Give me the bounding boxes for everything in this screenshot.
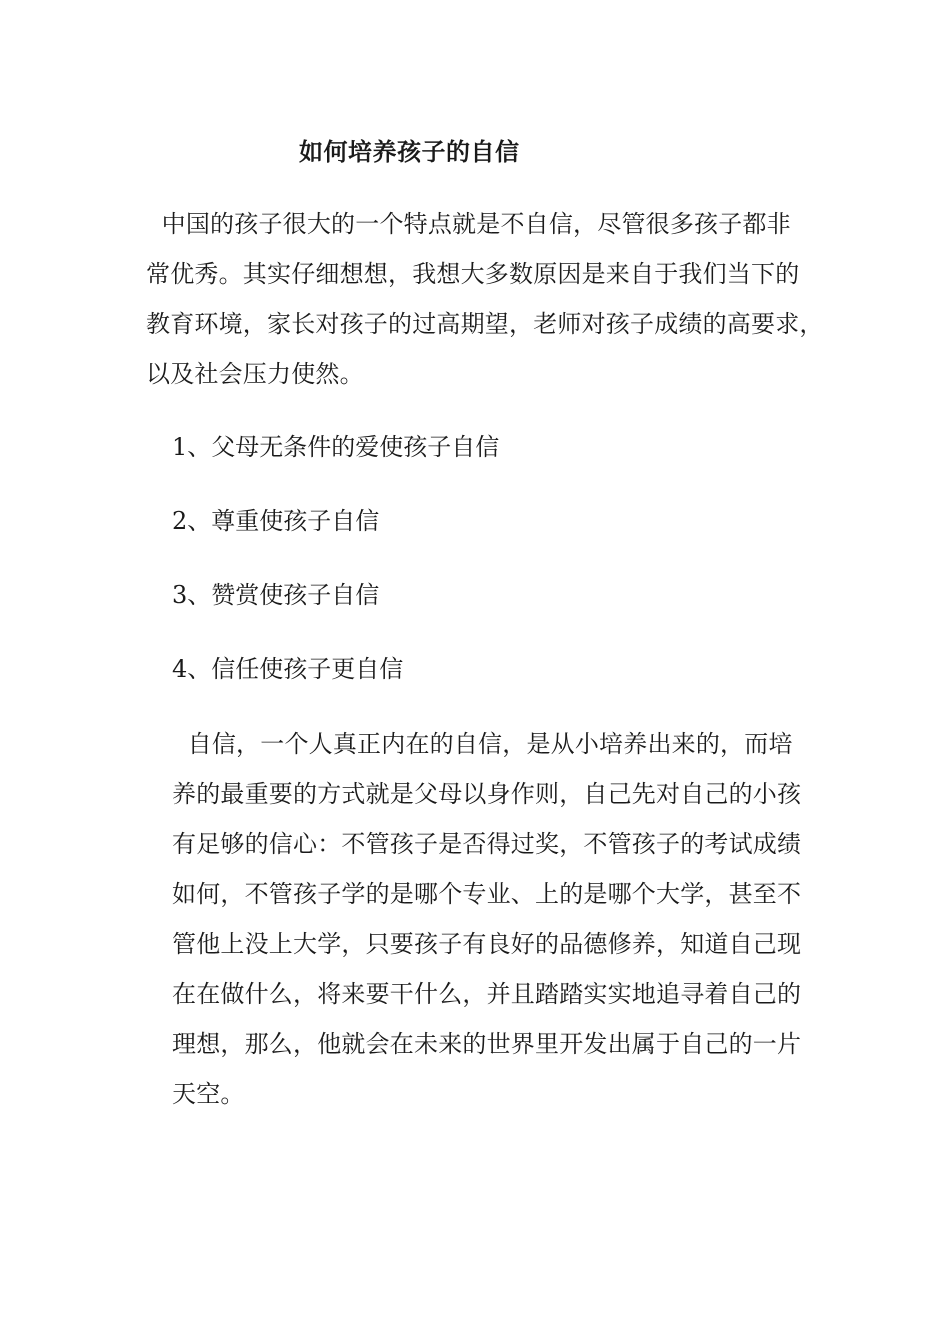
body-line: 如何，不管孩子学的是哪个专业、上的是哪个大学，甚至不 <box>172 880 802 908</box>
body-line: 养的最重要的方式就是父母以身作则，自己先对自己的小孩 <box>172 780 802 808</box>
document-title: 如何培养孩子的自信 <box>299 137 520 166</box>
list-item-3: 3、赞赏使孩子自信 <box>172 581 380 609</box>
intro-line: 常优秀。其实仔细想想，我想大多数原因是来自于我们当下的 <box>146 260 800 288</box>
list-item-2: 2、尊重使孩子自信 <box>172 507 380 535</box>
body-line: 有足够的信心：不管孩子是否得过奖，不管孩子的考试成绩 <box>172 830 802 858</box>
body-line: 理想，那么，他就会在未来的世界里开发出属于自己的一片 <box>172 1030 802 1058</box>
intro-paragraph <box>146 199 824 399</box>
body-line: 天空。 <box>172 1080 245 1108</box>
body-line: 在在做什么，将来要干什么，并且踏踏实实地追寻着自己的 <box>172 980 802 1008</box>
list-item-4: 4、信任使孩子更自信 <box>172 655 404 683</box>
intro-line: 教育环境，家长对孩子的过高期望，老师对孩子成绩的高要求， <box>146 310 824 338</box>
body-paragraph <box>172 719 801 1119</box>
body-line: 自信，一个人真正内在的自信，是从小培养出来的，而培 <box>172 730 793 758</box>
list-item-1: 1、父母无条件的爱使孩子自信 <box>172 433 500 461</box>
body-line: 管他上没上大学，只要孩子有良好的品德修养，知道自己现 <box>172 930 802 958</box>
intro-line: 中国的孩子很大的一个特点就是不自信，尽管很多孩子都非 <box>146 210 791 238</box>
intro-line: 以及社会压力使然。 <box>146 360 364 388</box>
